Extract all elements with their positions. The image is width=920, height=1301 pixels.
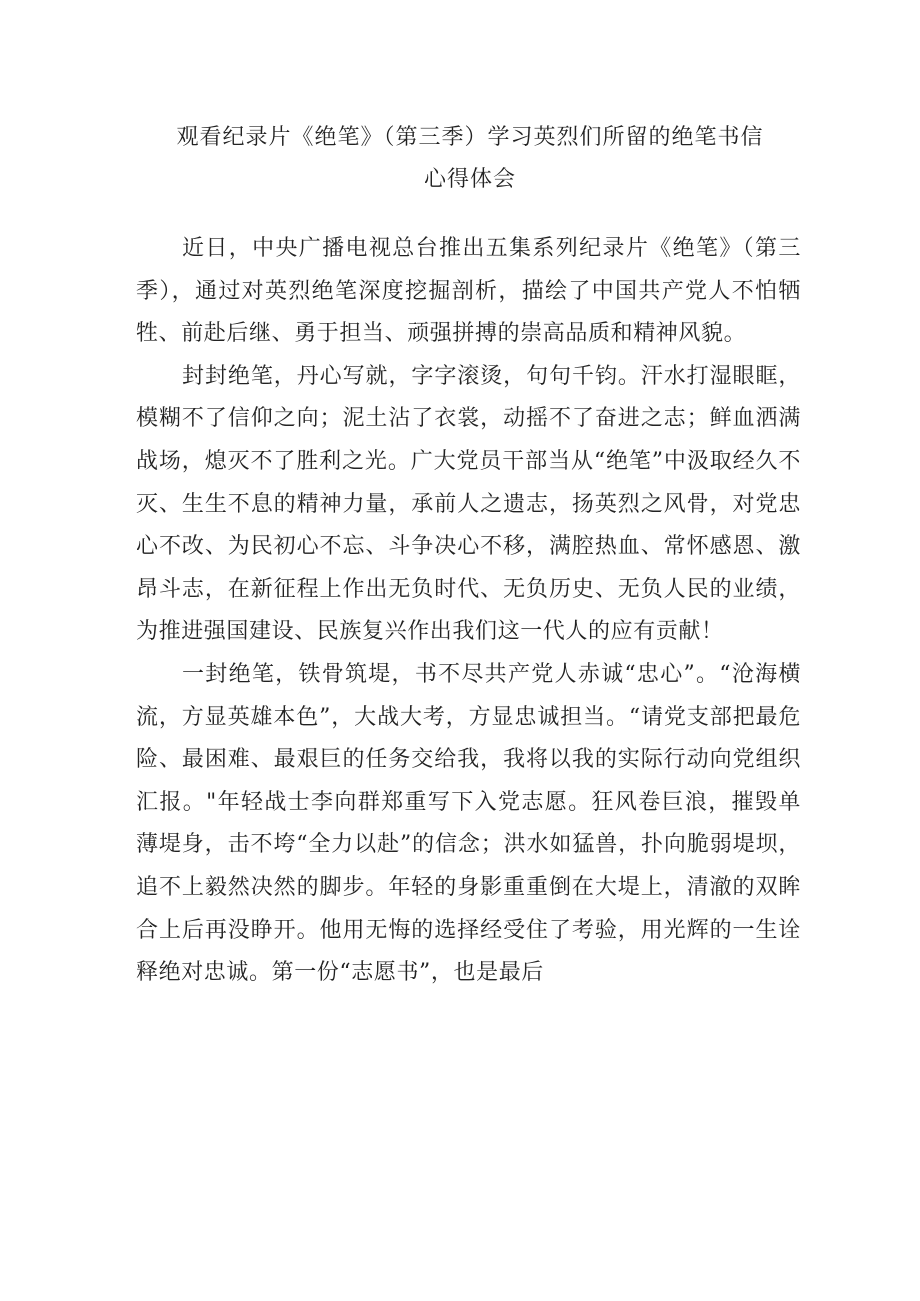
title-line-2: 心得体会 <box>423 167 516 192</box>
paragraph-2: 封封绝笔，丹心写就，字字滚烫，句句千钧。汗水打湿眼眶，模糊不了信仰之向；泥土沾了衣裳，动摇不了奋进之志；鲜血洒满战场，熄灭不了胜利之光。广大党员干部当从“绝笔”中汲取经久不灭、生生不息的精神力量，承前人之遗志，扬英烈之风骨，对党忠心不改、为民初心不忘、斗争决心不移，满腔热血、常怀感恩、激昂斗志，在新征程上作出无负时代、无负历史、无负人民的业绩，为推进强国建设、民族复兴作出我们这一代人的应有贡献！ <box>136 363 801 645</box>
paragraph-1: 近日，中央广播电视总台推出五集系列纪录片《绝笔》（第三季），通过对英烈绝笔深度挖掘剖析，描绘了中国共产党人不怕牺牲、前赴后继、勇于担当、顽强拼搏的崇高品质和精神风貌。 <box>136 236 801 347</box>
title-line-1: 观看纪录片《绝笔》（第三季）学习英烈们所留的绝笔书信 <box>176 125 764 150</box>
document-title <box>120 117 820 201</box>
document-body <box>136 228 801 995</box>
paragraph-3: 一封绝笔，铁骨筑堤，书不尽共产党人赤诚“忠心”。“沧海横流，方显英雄本色”，大战大考，方显忠诚担当。“请党支部把最危险、最困难、最艰巨的任务交给我，我将以我的实际行动向党组织汇报。"年轻战士李向群郑重写下入党志愿。狂风卷巨浪，摧毁单薄堤身，击不垮“全力以赴”的信念；洪水如猛兽，扑向脆弱堤坝，追不上毅然决然的脚步。年轻的身影重重倒在大堤上，清澈的双眸合上后再没睁开。他用无悔的选择经受住了考验，用光辉的一生诠释绝对忠诚。第一份“志愿书”，也是最后 <box>136 661 801 986</box>
